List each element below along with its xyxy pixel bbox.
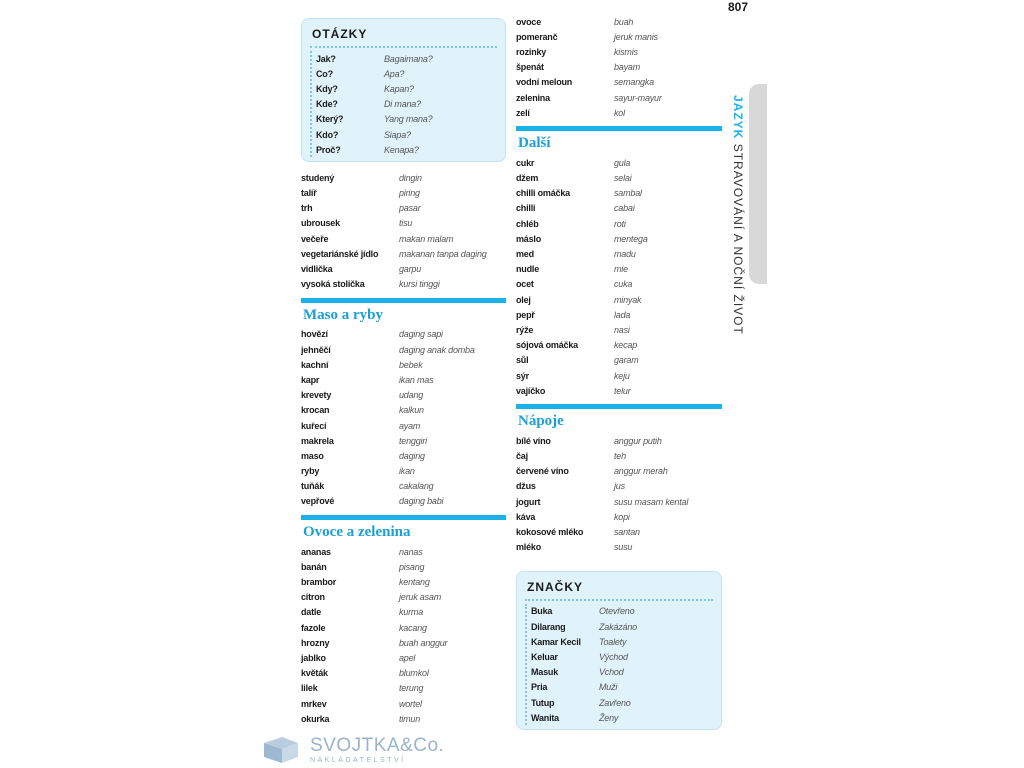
vocab-row (516, 383, 722, 398)
vocab-row (531, 634, 713, 649)
vocab-row (301, 357, 506, 372)
czech-term: trh (301, 203, 313, 214)
general-phrases-list (301, 170, 506, 292)
chapter-name: JAZYK (731, 95, 745, 140)
other-list (516, 155, 722, 398)
vocab-row (516, 29, 722, 44)
vocab-row (516, 105, 722, 120)
indonesian-term: kopi (614, 511, 630, 522)
czech-term: Kdy? (316, 83, 338, 94)
czech-term: banán (301, 561, 327, 572)
section-divider (516, 404, 722, 409)
czech-term: cukr (516, 157, 535, 168)
section-name: STRAVOVÁNÍ A NOČNÍ ŽIVOT (731, 143, 745, 335)
czech-term: Masuk (531, 667, 559, 678)
czech-term: chilli omáčka (516, 188, 570, 199)
indonesian-term: Muži (599, 682, 618, 693)
vocab-row (301, 681, 506, 696)
vocab-row (301, 231, 506, 246)
czech-term: čaj (516, 451, 528, 462)
indonesian-term: mentega (614, 233, 648, 244)
czech-term: pomeranč (516, 31, 558, 42)
czech-term: Který? (316, 114, 344, 125)
czech-term: džem (516, 173, 539, 184)
publisher-logo-icon (262, 733, 300, 765)
czech-term: rýže (516, 324, 534, 335)
czech-term: ubrousek (301, 218, 340, 229)
indonesian-term: sayur-mayur (614, 92, 662, 103)
indonesian-term: anggur putih (614, 435, 662, 446)
czech-term: bílé víno (516, 435, 551, 446)
czech-term: ryby (301, 466, 320, 477)
czech-term: jablko (301, 652, 326, 663)
indonesian-term: cakalang (399, 481, 434, 492)
czech-term: káva (516, 511, 536, 522)
section-title-fruit-veg: Ovoce a zelenina (303, 524, 411, 541)
indonesian-term: Zakázáno (599, 621, 637, 632)
vocab-row (516, 201, 722, 216)
czech-term: vysoká stolička (301, 279, 365, 290)
indonesian-term: piring (399, 188, 420, 199)
indonesian-term: keju (614, 370, 630, 381)
czech-term: chilli (516, 203, 536, 214)
vocab-row (301, 494, 506, 509)
publisher-name: SVOJTKA&Co. (310, 735, 445, 756)
vocab-row (531, 710, 713, 725)
vocab-row (531, 695, 713, 710)
vocab-row (516, 246, 722, 261)
czech-term: Kamar Kecil (531, 636, 581, 647)
signs-list (525, 604, 713, 726)
indonesian-term: Ženy (599, 712, 619, 723)
czech-term: chléb (516, 218, 539, 229)
czech-term: vegetariánské jídlo (301, 248, 379, 259)
czech-term: Kde? (316, 99, 338, 110)
indonesian-term: daging babi (399, 496, 444, 507)
czech-term: jogurt (516, 496, 541, 507)
vocab-row (301, 650, 506, 665)
vocab-row (301, 711, 506, 726)
czech-term: Keluar (531, 651, 558, 662)
vocab-row (301, 418, 506, 433)
questions-list (310, 51, 497, 157)
czech-term: zelí (516, 107, 530, 118)
indonesian-term: Toalety (599, 636, 627, 647)
czech-term: makrela (301, 435, 334, 446)
indonesian-term: gula (614, 157, 631, 168)
vocab-row (316, 66, 497, 81)
indonesian-term: lada (614, 309, 631, 320)
vocab-row (516, 368, 722, 383)
vocab-row (301, 201, 506, 216)
vocab-row (516, 524, 722, 539)
indonesian-term: roti (614, 218, 626, 229)
vocab-row (516, 353, 722, 368)
vocab-row (301, 327, 506, 342)
vocab-row (516, 44, 722, 59)
indonesian-term: ayam (399, 420, 421, 431)
indonesian-term: Di mana? (384, 99, 421, 110)
vocab-row (531, 665, 713, 680)
vocab-row (516, 277, 722, 292)
vocab-row (531, 680, 713, 695)
czech-term: datle (301, 607, 322, 618)
vocab-row (301, 559, 506, 574)
czech-term: kapr (301, 374, 320, 385)
vocab-row (516, 14, 722, 29)
vocab-row (516, 307, 722, 322)
czech-term: ocet (516, 279, 534, 290)
indonesian-term: tisu (399, 218, 413, 229)
vocab-row (516, 338, 722, 353)
vocab-row (301, 216, 506, 231)
indonesian-term: wortel (399, 698, 422, 709)
vocab-row (516, 292, 722, 307)
indonesian-term: susu (614, 542, 633, 553)
indonesian-term: bebek (399, 359, 423, 370)
indonesian-term: jeruk manis (614, 31, 658, 42)
vocab-row (301, 620, 506, 635)
signs-box (516, 571, 722, 731)
vocab-row (516, 171, 722, 186)
czech-term: sójová omáčka (516, 340, 578, 351)
vocab-row (516, 322, 722, 337)
czech-term: zelenina (516, 92, 550, 103)
czech-term: Buka (531, 606, 553, 617)
vocab-row (301, 372, 506, 387)
vocab-row (301, 696, 506, 711)
chapter-tab (749, 84, 767, 284)
czech-term: Co? (316, 68, 333, 79)
czech-term: olej (516, 294, 531, 305)
vocab-row (516, 216, 722, 231)
vocab-row (516, 464, 722, 479)
indonesian-term: kismis (614, 46, 638, 57)
vocab-row (516, 494, 722, 509)
vocab-row (301, 479, 506, 494)
indonesian-term: makan malam (399, 233, 454, 244)
vocab-row (301, 246, 506, 261)
czech-term: kachní (301, 359, 329, 370)
indonesian-term: timun (399, 713, 421, 724)
page-number: 807 (728, 0, 749, 14)
czech-term: Jak? (316, 53, 336, 64)
vocab-row (516, 75, 722, 90)
publisher-subtitle: NAKLADATELSTVÍ (310, 757, 406, 764)
czech-term: pepř (516, 309, 535, 320)
indonesian-term: terung (399, 683, 424, 694)
czech-term: rozinky (516, 46, 547, 57)
indonesian-term: kursi tinggi (399, 279, 440, 290)
indonesian-term: dingin (399, 172, 422, 183)
section-title-drinks: Nápoje (518, 413, 564, 430)
vocab-row (516, 509, 722, 524)
vocab-row (316, 51, 497, 66)
section-divider (516, 126, 722, 131)
czech-term: Proč? (316, 144, 341, 155)
indonesian-term: madu (614, 249, 636, 260)
indonesian-term: telur (614, 385, 631, 396)
signs-title: ZNAČKY (525, 578, 713, 601)
vocab-row (301, 277, 506, 292)
czech-term: nudle (516, 264, 539, 275)
indonesian-term: makanan tanpa daging (399, 248, 487, 259)
indonesian-term: daging (399, 450, 425, 461)
indonesian-term: daging anak domba (399, 344, 475, 355)
indonesian-term: nasi (614, 324, 630, 335)
czech-term: citron (301, 592, 325, 603)
indonesian-term: teh (614, 451, 626, 462)
vocab-row (316, 112, 497, 127)
czech-term: lilek (301, 683, 318, 694)
indonesian-term: Zavřeno (599, 697, 631, 708)
czech-term: ovoce (516, 16, 542, 27)
czech-term: brambor (301, 577, 337, 588)
indonesian-term: pasar (399, 203, 421, 214)
czech-term: maso (301, 450, 324, 461)
czech-term: tuňák (301, 481, 325, 492)
indonesian-term: kacang (399, 622, 427, 633)
czech-term: džus (516, 481, 536, 492)
vocab-row (516, 155, 722, 170)
vocab-row (301, 635, 506, 650)
czech-term: krevety (301, 390, 332, 401)
indonesian-term: selai (614, 173, 632, 184)
vocab-row (301, 544, 506, 559)
indonesian-term: mie (614, 264, 628, 275)
indonesian-term: blumkol (399, 668, 429, 679)
czech-term: vajíčko (516, 385, 546, 396)
czech-term: Dilarang (531, 621, 566, 632)
questions-title: OTÁZKY (310, 25, 497, 48)
indonesian-term: nanas (399, 546, 423, 557)
vocab-row (316, 127, 497, 142)
czech-term: krocan (301, 405, 330, 416)
indonesian-term: kol (614, 107, 625, 118)
vocab-row (516, 186, 722, 201)
indonesian-term: santan (614, 527, 640, 538)
vocab-row (301, 403, 506, 418)
czech-term: vidlička (301, 264, 333, 275)
vocab-row (516, 540, 722, 555)
indonesian-term: ikan mas (399, 374, 434, 385)
indonesian-term: Kenapa? (384, 144, 419, 155)
indonesian-term: Vchod (599, 667, 624, 678)
indonesian-term: Otevřeno (599, 606, 635, 617)
indonesian-term: apel (399, 652, 416, 663)
vocab-row (301, 605, 506, 620)
indonesian-term: Bagaimana? (384, 53, 433, 64)
czech-term: talíř (301, 188, 317, 199)
czech-term: Tutup (531, 697, 555, 708)
vocab-row (516, 262, 722, 277)
vocab-row (531, 619, 713, 634)
indonesian-term: pisang (399, 561, 425, 572)
section-title-other: Další (518, 135, 551, 152)
czech-term: kokosové mléko (516, 527, 584, 538)
czech-term: vodní meloun (516, 77, 573, 88)
vocab-row (301, 261, 506, 276)
indonesian-term: tenggiri (399, 435, 427, 446)
czech-term: hovězí (301, 329, 328, 340)
czech-term: Kdo? (316, 129, 339, 140)
indonesian-term: buah (614, 16, 634, 27)
czech-term: mléko (516, 542, 542, 553)
indonesian-term: susu masam kental (614, 496, 689, 507)
vocab-row (301, 464, 506, 479)
czech-term: Wanita (531, 712, 559, 723)
czech-term: sýr (516, 370, 529, 381)
vocab-row (301, 448, 506, 463)
vocab-row (301, 170, 506, 185)
czech-term: ananas (301, 546, 331, 557)
vocab-row (301, 186, 506, 201)
indonesian-term: Východ (599, 651, 628, 662)
indonesian-term: cuka (614, 279, 633, 290)
indonesian-term: buah anggur (399, 637, 448, 648)
czech-term: vepřové (301, 496, 335, 507)
vocab-row (301, 590, 506, 605)
indonesian-term: udang (399, 390, 424, 401)
czech-term: máslo (516, 233, 542, 244)
czech-term: večeře (301, 233, 329, 244)
indonesian-term: ikan (399, 466, 415, 477)
czech-term: med (516, 249, 534, 260)
right-column (516, 14, 722, 730)
left-column (301, 18, 506, 726)
fruit-veg-list (301, 544, 506, 726)
indonesian-term: jus (614, 481, 625, 492)
vocab-row (301, 574, 506, 589)
indonesian-term: anggur merah (614, 466, 668, 477)
indonesian-term: kentang (399, 577, 430, 588)
czech-term: mrkev (301, 698, 327, 709)
czech-term: červené víno (516, 466, 569, 477)
indonesian-term: kecap (614, 340, 638, 351)
czech-term: fazole (301, 622, 326, 633)
czech-term: hrozny (301, 637, 330, 648)
indonesian-term: daging sapi (399, 329, 443, 340)
meat-fish-list (301, 327, 506, 509)
section-divider (301, 298, 506, 303)
indonesian-term: garam (614, 355, 639, 366)
section-divider (301, 515, 506, 520)
vocab-row (316, 81, 497, 96)
fruit-veg-list-continued (516, 14, 722, 120)
indonesian-term: kurma (399, 607, 424, 618)
czech-term: okurka (301, 713, 330, 724)
indonesian-term: Apa? (384, 68, 405, 79)
indonesian-term: jeruk asam (399, 592, 442, 603)
czech-term: květák (301, 668, 328, 679)
chapter-running-head (731, 95, 745, 335)
indonesian-term: garpu (399, 264, 422, 275)
drinks-list (516, 433, 722, 555)
vocab-row (531, 649, 713, 664)
publisher-watermark (262, 729, 462, 768)
vocab-row (516, 60, 722, 75)
czech-term: sůl (516, 355, 529, 366)
vocab-row (516, 90, 722, 105)
indonesian-term: Siapa? (384, 129, 411, 140)
vocab-row (516, 231, 722, 246)
vocab-row (301, 666, 506, 681)
vocab-row (316, 142, 497, 157)
indonesian-term: cabai (614, 203, 635, 214)
questions-box (301, 18, 506, 162)
indonesian-term: Yang mana? (384, 114, 433, 125)
indonesian-term: kalkun (399, 405, 424, 416)
vocab-row (301, 433, 506, 448)
indonesian-term: Kapan? (384, 83, 414, 94)
vocab-row (301, 342, 506, 357)
indonesian-term: bayam (614, 62, 641, 73)
czech-term: studený (301, 172, 335, 183)
czech-term: špenát (516, 62, 544, 73)
vocab-row (301, 388, 506, 403)
indonesian-term: semangka (614, 77, 654, 88)
czech-term: Pria (531, 682, 548, 693)
indonesian-term: minyak (614, 294, 642, 305)
czech-term: jehněčí (301, 344, 331, 355)
vocab-row (516, 449, 722, 464)
vocab-row (316, 97, 497, 112)
czech-term: kuřecí (301, 420, 327, 431)
vocab-row (531, 604, 713, 619)
section-title-meat-fish: Maso a ryby (303, 306, 383, 323)
vocab-row (516, 433, 722, 448)
vocab-row (516, 479, 722, 494)
indonesian-term: sambal (614, 188, 642, 199)
